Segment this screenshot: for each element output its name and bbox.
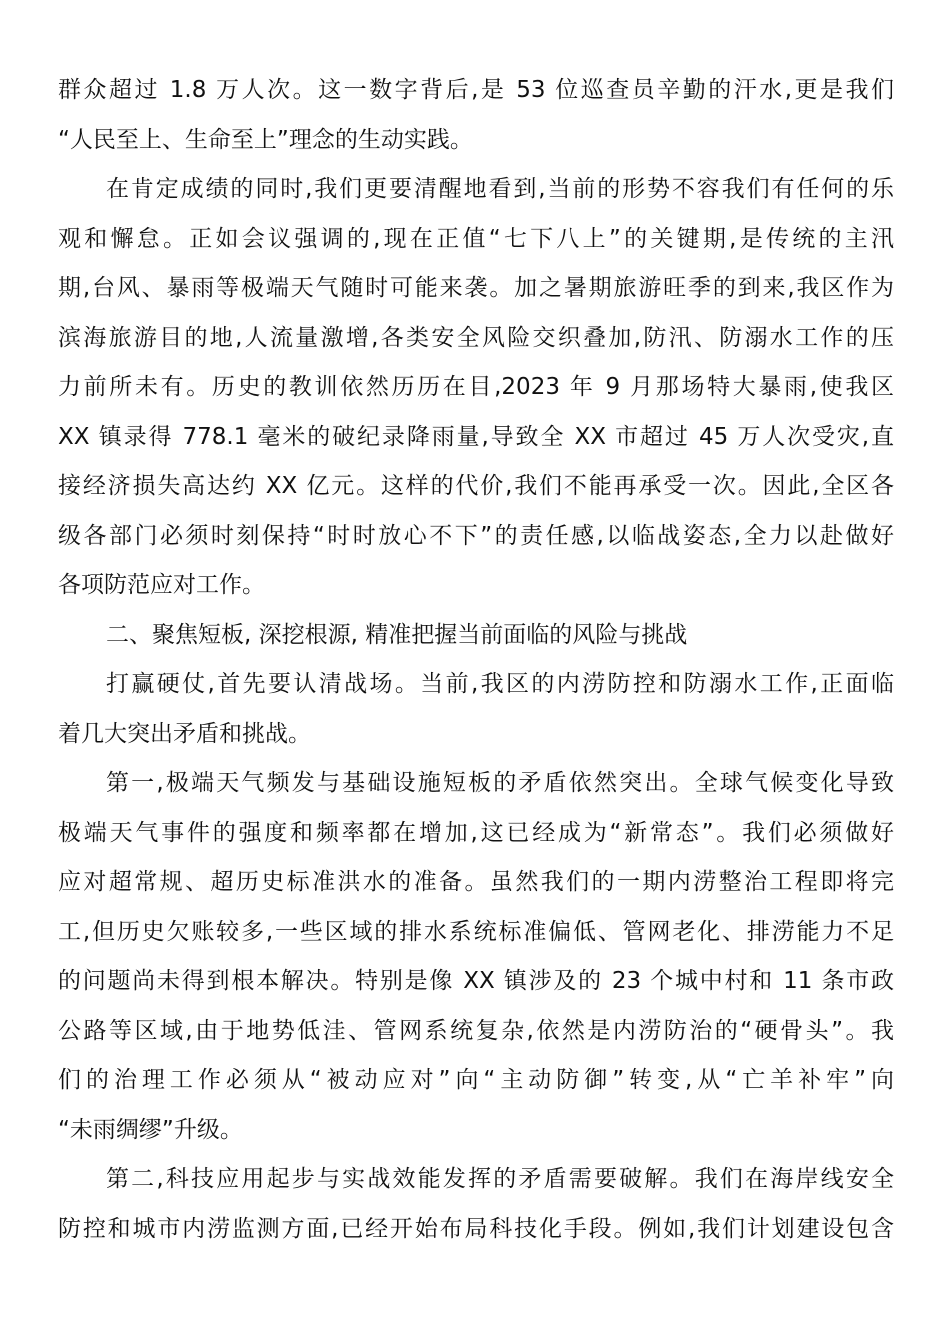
section-heading: 二、聚焦短板, 深挖根源, 精准把握当前面临的风险与挑战 [106,621,688,648]
text-line: 们的治理工作必须从“被动应对”向“主动防御”转变,从“亡羊补牢”向 [58,1067,894,1093]
text-line: 群众超过 1.8 万人次。这一数字背后,是 53 位巡查员辛勤的汗水,更是我们 [58,77,894,103]
text-line: XX 镇录得 778.1 毫米的破纪录降雨量,导致全 XX 市超过 45 万人次受灾,直 [58,423,894,450]
text-line: 工,但历史欠账较多,一些区域的排水系统标准偏低、管网老化、排涝能力不足 [58,918,894,945]
text-line: 着几大突出矛盾和挑战。 [58,720,311,747]
text-line: 力前所未有。历史的教训依然历历在目,2023 年 9 月那场特大暴雨,使我区 [58,374,894,400]
document-body [58,66,894,1254]
paragraph-first-line: 第二,科技应用起步与实战效能发挥的矛盾需要破解。我们在海岸线安全 [106,1166,894,1192]
text-line: 级各部门必须时刻保持“时时放心不下”的责任感,以临战姿态,全力以赴做好 [58,522,894,549]
text-line: 的问题尚未得到根本解决。特别是像 XX 镇涉及的 23 个城中村和 11 条市政 [58,968,894,994]
paragraph-first-line: 第一,极端天气频发与基础设施短板的矛盾依然突出。全球气候变化导致 [106,770,894,796]
text-line: 公路等区域,由于地势低洼、管网系统复杂,依然是内涝防治的“硬骨头”。我 [58,1017,894,1044]
text-line: 极端天气事件的强度和频率都在增加,这已经成为“新常态”。我们必须做好 [58,819,894,846]
text-line: 滨海旅游目的地,人流量激增,各类安全风险交织叠加,防汛、防溺水工作的压 [58,324,894,351]
text-line: “人民至上、生命至上”理念的生动实践。 [58,126,473,153]
text-line: 期,台风、暴雨等极端天气随时可能来袭。加之暑期旅游旺季的到来,我区作为 [58,275,894,301]
text-line: 防控和城市内涝监测方面,已经开始布局科技化手段。例如,我们计划建设包含 [58,1215,894,1242]
text-line: 接经济损失高达约 XX 亿元。这样的代价,我们不能再承受一次。因此,全区各 [58,473,894,499]
text-line: 观和懈怠。正如会议强调的,现在正值“七下八上”的关键期,是传统的主汛 [58,225,894,252]
text-line: 各项防范应对工作。 [58,572,265,598]
text-line: 应对超常规、超历史标准洪水的准备。虽然我们的一期内涝整治工程即将完 [58,869,894,895]
paragraph-first-line: 在肯定成绩的同时,我们更要清醒地看到,当前的形势不容我们有任何的乐 [106,176,894,202]
text-line: “未雨绸缪”升级。 [58,1116,243,1143]
paragraph-first-line: 打赢硬仗,首先要认清战场。当前,我区的内涝防控和防溺水工作,正面临 [106,671,894,697]
